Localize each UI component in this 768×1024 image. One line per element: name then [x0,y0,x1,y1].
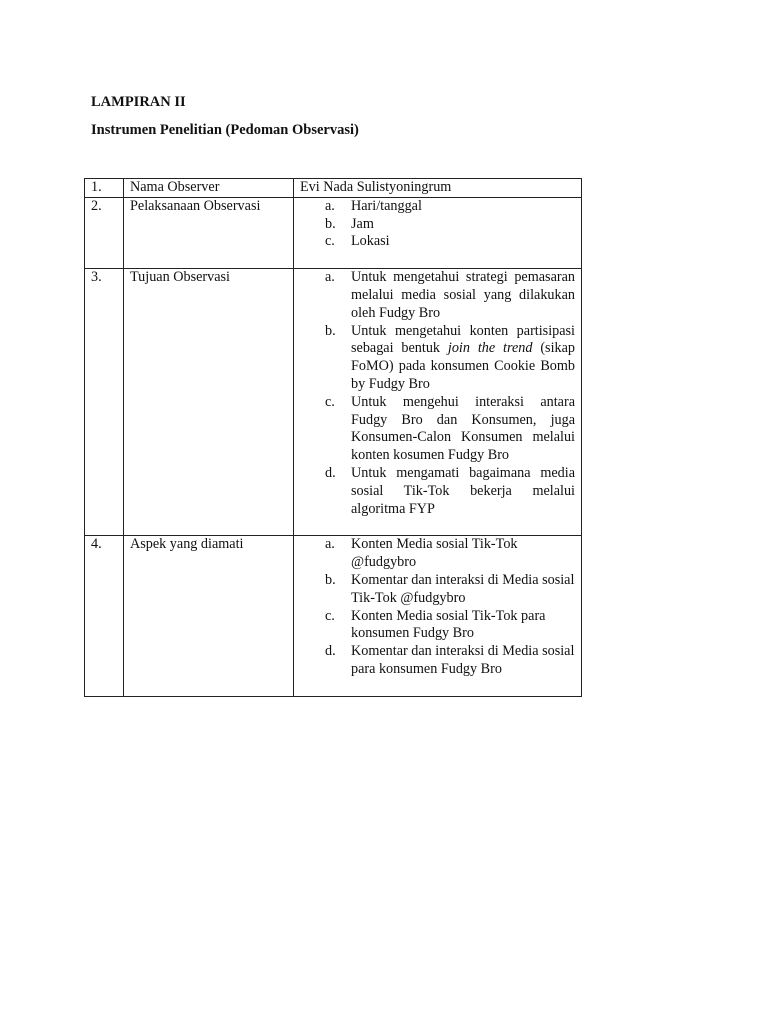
list-item-text: Konten Media sosial Tik-Tok @fudgybro [351,536,518,571]
list-marker: a. [325,269,335,286]
appendix-title: LAMPIRAN II [91,94,186,110]
list-marker: a. [325,536,335,553]
list-item [325,643,575,679]
list-item [325,572,575,608]
list-item-text: Untuk mengehui interaksi antara Fudgy Bro dan Konsumen, juga Konsumen-Calon Konsumen melalui konten kosumen Fudgy Bro [351,393,575,464]
row-label: Tujuan Observasi [124,269,294,536]
list-marker: c. [325,393,335,410]
list-item [325,608,575,644]
list-item-text: Hari/tanggal [351,197,422,214]
row-content [294,269,582,536]
list-item-text: Jam [351,215,374,232]
table-row [85,197,582,268]
row-label: Pelaksanaan Observasi [124,197,294,268]
list-item-text: Konten Media sosial Tik-Tok para konsumen Fudgy Bro [351,607,546,642]
list-item-text: Komentar dan interaksi di Media sosial Tik-Tok @fudgybro [351,571,575,606]
list-marker: b. [325,215,336,232]
list-marker: b. [325,571,336,588]
list-item [325,233,575,251]
list-item [325,323,575,394]
list-item-text: Untuk mengamati bagaimana media sosial Tik-Tok bekerja melalui algoritma FYP [351,464,575,517]
observation-table [84,178,582,697]
list-item-text-post: (sikap FoMO) pada konsumen Cookie Bomb by Fudgy Bro [351,340,575,392]
item-list [300,536,575,678]
list-item [325,269,575,322]
list-marker: b. [325,322,336,339]
list-item [325,198,575,216]
row-number: 1. [85,179,124,198]
list-item [325,394,575,465]
row-value: Evi Nada Sulistyoningrum [294,179,582,198]
item-list [300,198,575,251]
row-content [294,197,582,268]
row-number: 4. [85,536,124,696]
table-row [85,269,582,536]
table-row [85,179,582,198]
appendix-subtitle: Instrumen Penelitian (Pedoman Observasi) [91,122,359,138]
row-number: 2. [85,197,124,268]
list-marker: c. [325,607,335,624]
list-marker: d. [325,643,336,660]
list-item [325,536,575,572]
list-item [325,465,575,518]
row-content [294,536,582,696]
item-list [300,269,575,518]
row-label: Aspek yang diamati [124,536,294,696]
row-label: Nama Observer [124,179,294,198]
list-marker: d. [325,464,336,481]
list-item [325,216,575,234]
list-item-text: Untuk mengetahui strategi pemasaran melalui media sosial yang dilakukan oleh Fudgy Bro [351,269,575,321]
table-row [85,536,582,696]
list-item-text: Lokasi [351,233,390,250]
list-item-text-pre: Untuk mengetahui konten partisipasi sebagai bentuk [351,322,575,357]
list-marker: a. [325,197,335,214]
list-item-text: Komentar dan interaksi di Media sosial para konsumen Fudgy Bro [351,643,575,677]
list-marker: c. [325,233,335,250]
list-item-text-italic: join the trend [447,340,533,357]
row-number: 3. [85,269,124,536]
